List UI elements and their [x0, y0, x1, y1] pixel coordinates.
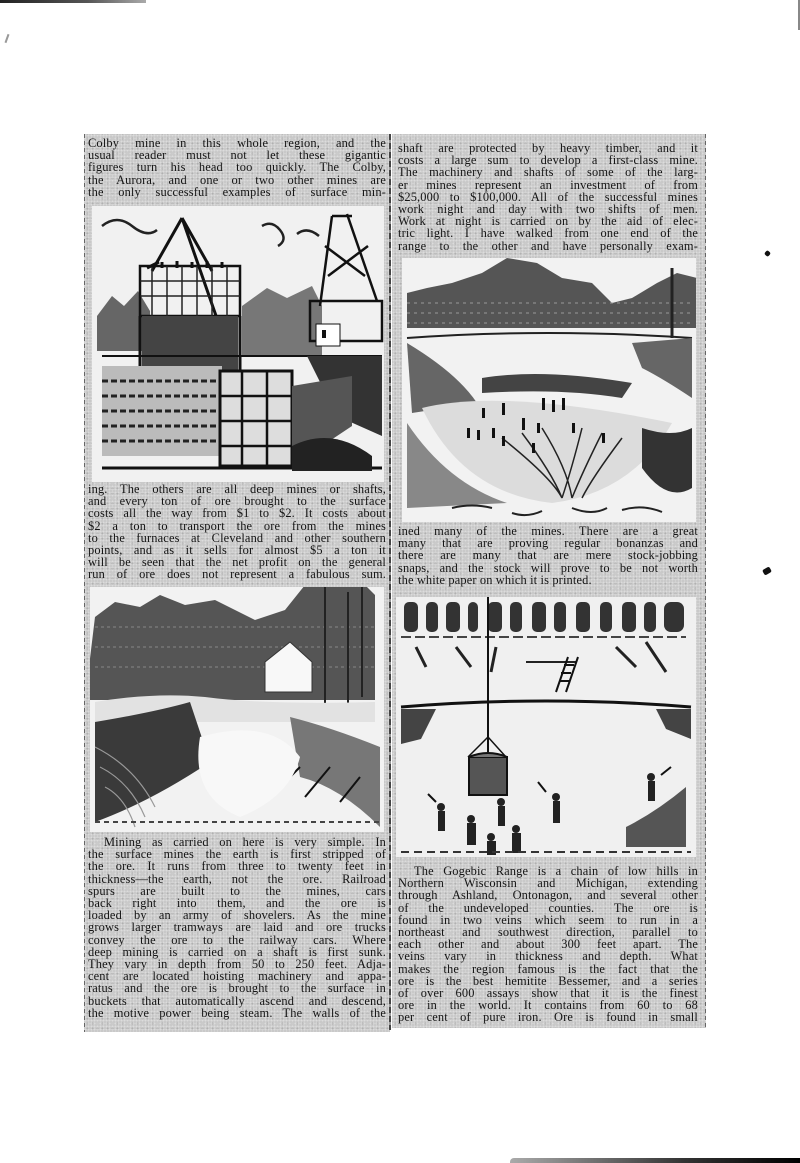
text-line: costs a large sum to develop a first-class mine. [398, 153, 698, 168]
ore-bucket-engraving-icon [396, 597, 696, 857]
text-line: per cent of pure iron. Ore is found in small [398, 1010, 698, 1025]
text-line: found in two veins which seem to run in a [398, 912, 698, 927]
text-line: and every ton of ore brought to the surface [88, 494, 386, 509]
text-line: $2 a ton to transport the ore from the mines [88, 518, 386, 533]
surface-mine-headframe-illustration [92, 206, 384, 482]
right-column-clipping [392, 134, 706, 1028]
text-line: each other and about 300 feet apart. The [398, 937, 698, 952]
text-line: will be seen that the net profit on the general [88, 555, 386, 570]
text-line: the surface mines the earth is first stripped of [88, 847, 386, 862]
text-line: $25,000 to $100,000. All of the successful mines [398, 189, 698, 204]
text-line: convey the ore to the railway cars. Where [88, 932, 386, 947]
text-line: The machinery and shafts of some of the larg- [398, 165, 698, 180]
text-line: buckets that automatically ascend and descend, [88, 993, 386, 1008]
text-line: many that are proving regular bonanzas and [398, 536, 698, 551]
text-line: usual reader must not let these gigantic [88, 148, 386, 163]
right-para-3 [398, 865, 698, 1024]
headframe-engraving-icon [92, 206, 384, 482]
column-divider [389, 134, 391, 1030]
ore-bucket-miners-illustration [396, 597, 696, 857]
open-pit-forest-illustration [90, 587, 384, 832]
open-pit-engraving-icon [90, 587, 384, 832]
text-line: spurs are built to the mines, cars [88, 883, 386, 898]
scan-edge-bottom [510, 1158, 800, 1163]
text-line: shaft are protected by heavy timber, and it [398, 141, 698, 155]
text-line: the Aurora, and one or two other mines are [88, 172, 386, 187]
text-line: through Ashland, Ontonagon, and several other [398, 888, 698, 903]
text-line: tric light. I have walked from one end of the [398, 226, 698, 241]
text-line: costs all the way from $1 to $2. It costs about [88, 506, 386, 521]
text-line: cent are located hoisting machinery and appa- [88, 969, 386, 984]
text-line: makes the region famous is the fact that the [398, 961, 698, 976]
text-line: points, and as it sells for almost $5 a ton it [88, 543, 386, 558]
text-line: veins vary in thickness and depth. What [398, 949, 698, 964]
text-line: They vary in depth from 50 to 250 feet. Adja- [88, 957, 386, 972]
text-line: ratus and the ore is brought to the surface in [88, 981, 386, 996]
text-line: run of ore does not represent a fabulous sum. [88, 567, 386, 582]
left-para-1 [88, 137, 386, 198]
text-line: loaded by an army of shovelers. As the mine [88, 908, 386, 923]
left-para-2 [88, 483, 386, 581]
right-para-1 [398, 142, 698, 252]
text-line: Work at night is carried on by the aid of elec- [398, 214, 698, 229]
text-line: of over 600 assays show that it is the finest [398, 986, 698, 1001]
text-line: the ore. It runs from three to twenty feet in [88, 859, 386, 874]
mine-pit-workers-illustration [402, 258, 696, 522]
text-line: ined many of the mines. There are a great [398, 524, 698, 538]
text-line: the only successful examples of surface min- [88, 184, 386, 199]
text-line: Northern Wisconsin and Michigan, extending [398, 876, 698, 891]
text-line: northeast and southwest direction, parallel to [398, 925, 698, 940]
text-line: back right into them, and the ore is [88, 896, 386, 911]
text-line: Mining as carried on here is very simple. In [104, 835, 386, 849]
text-line: Colby mine in this whole region, and the [88, 136, 386, 150]
text-line: range to the other and have personally exam- [398, 238, 698, 253]
text-line: the motive power being steam. The walls of the [88, 1005, 386, 1020]
text-line: deep mining is carried on a shaft is first sunk. [88, 944, 386, 959]
scan-edge-top [0, 0, 146, 3]
scan-speck [5, 34, 10, 43]
right-para-2 [398, 525, 698, 586]
text-line: grows larger tramways are laid and ore trucks [88, 920, 386, 935]
text-line: snaps, and the stock will prove to be not worth [398, 560, 698, 575]
text-line: figures turn his head too quickly. The Colby, [88, 160, 386, 175]
scan-speck [762, 566, 772, 575]
text-line: of the undeveloped counties. The ore is [398, 900, 698, 915]
text-line: the white paper on which it is printed. [398, 572, 592, 587]
scan-speck [764, 250, 771, 257]
left-column-clipping [84, 134, 390, 1032]
text-line: work night and day with two shifts of men. [398, 202, 698, 217]
text-line: ing. The others are all deep mines or shafts, [88, 482, 386, 496]
left-para-3 [88, 836, 386, 1019]
mine-pit-engraving-icon [402, 258, 696, 522]
text-line: to the furnaces at Cleveland and other southern [88, 530, 386, 545]
text-line: thickness—the earth, not the ore. Railroad [88, 871, 386, 886]
text-line: The Gogebic Range is a chain of low hills in [414, 864, 698, 878]
text-line: ore is the best hemitite Bessemer, and a series [398, 973, 698, 988]
text-line: ore in the world. It contains from 60 to 68 [398, 998, 698, 1013]
text-line: there are many that are mere stock-jobbing [398, 548, 698, 563]
text-line: er mines represent an investment of from [398, 177, 698, 192]
